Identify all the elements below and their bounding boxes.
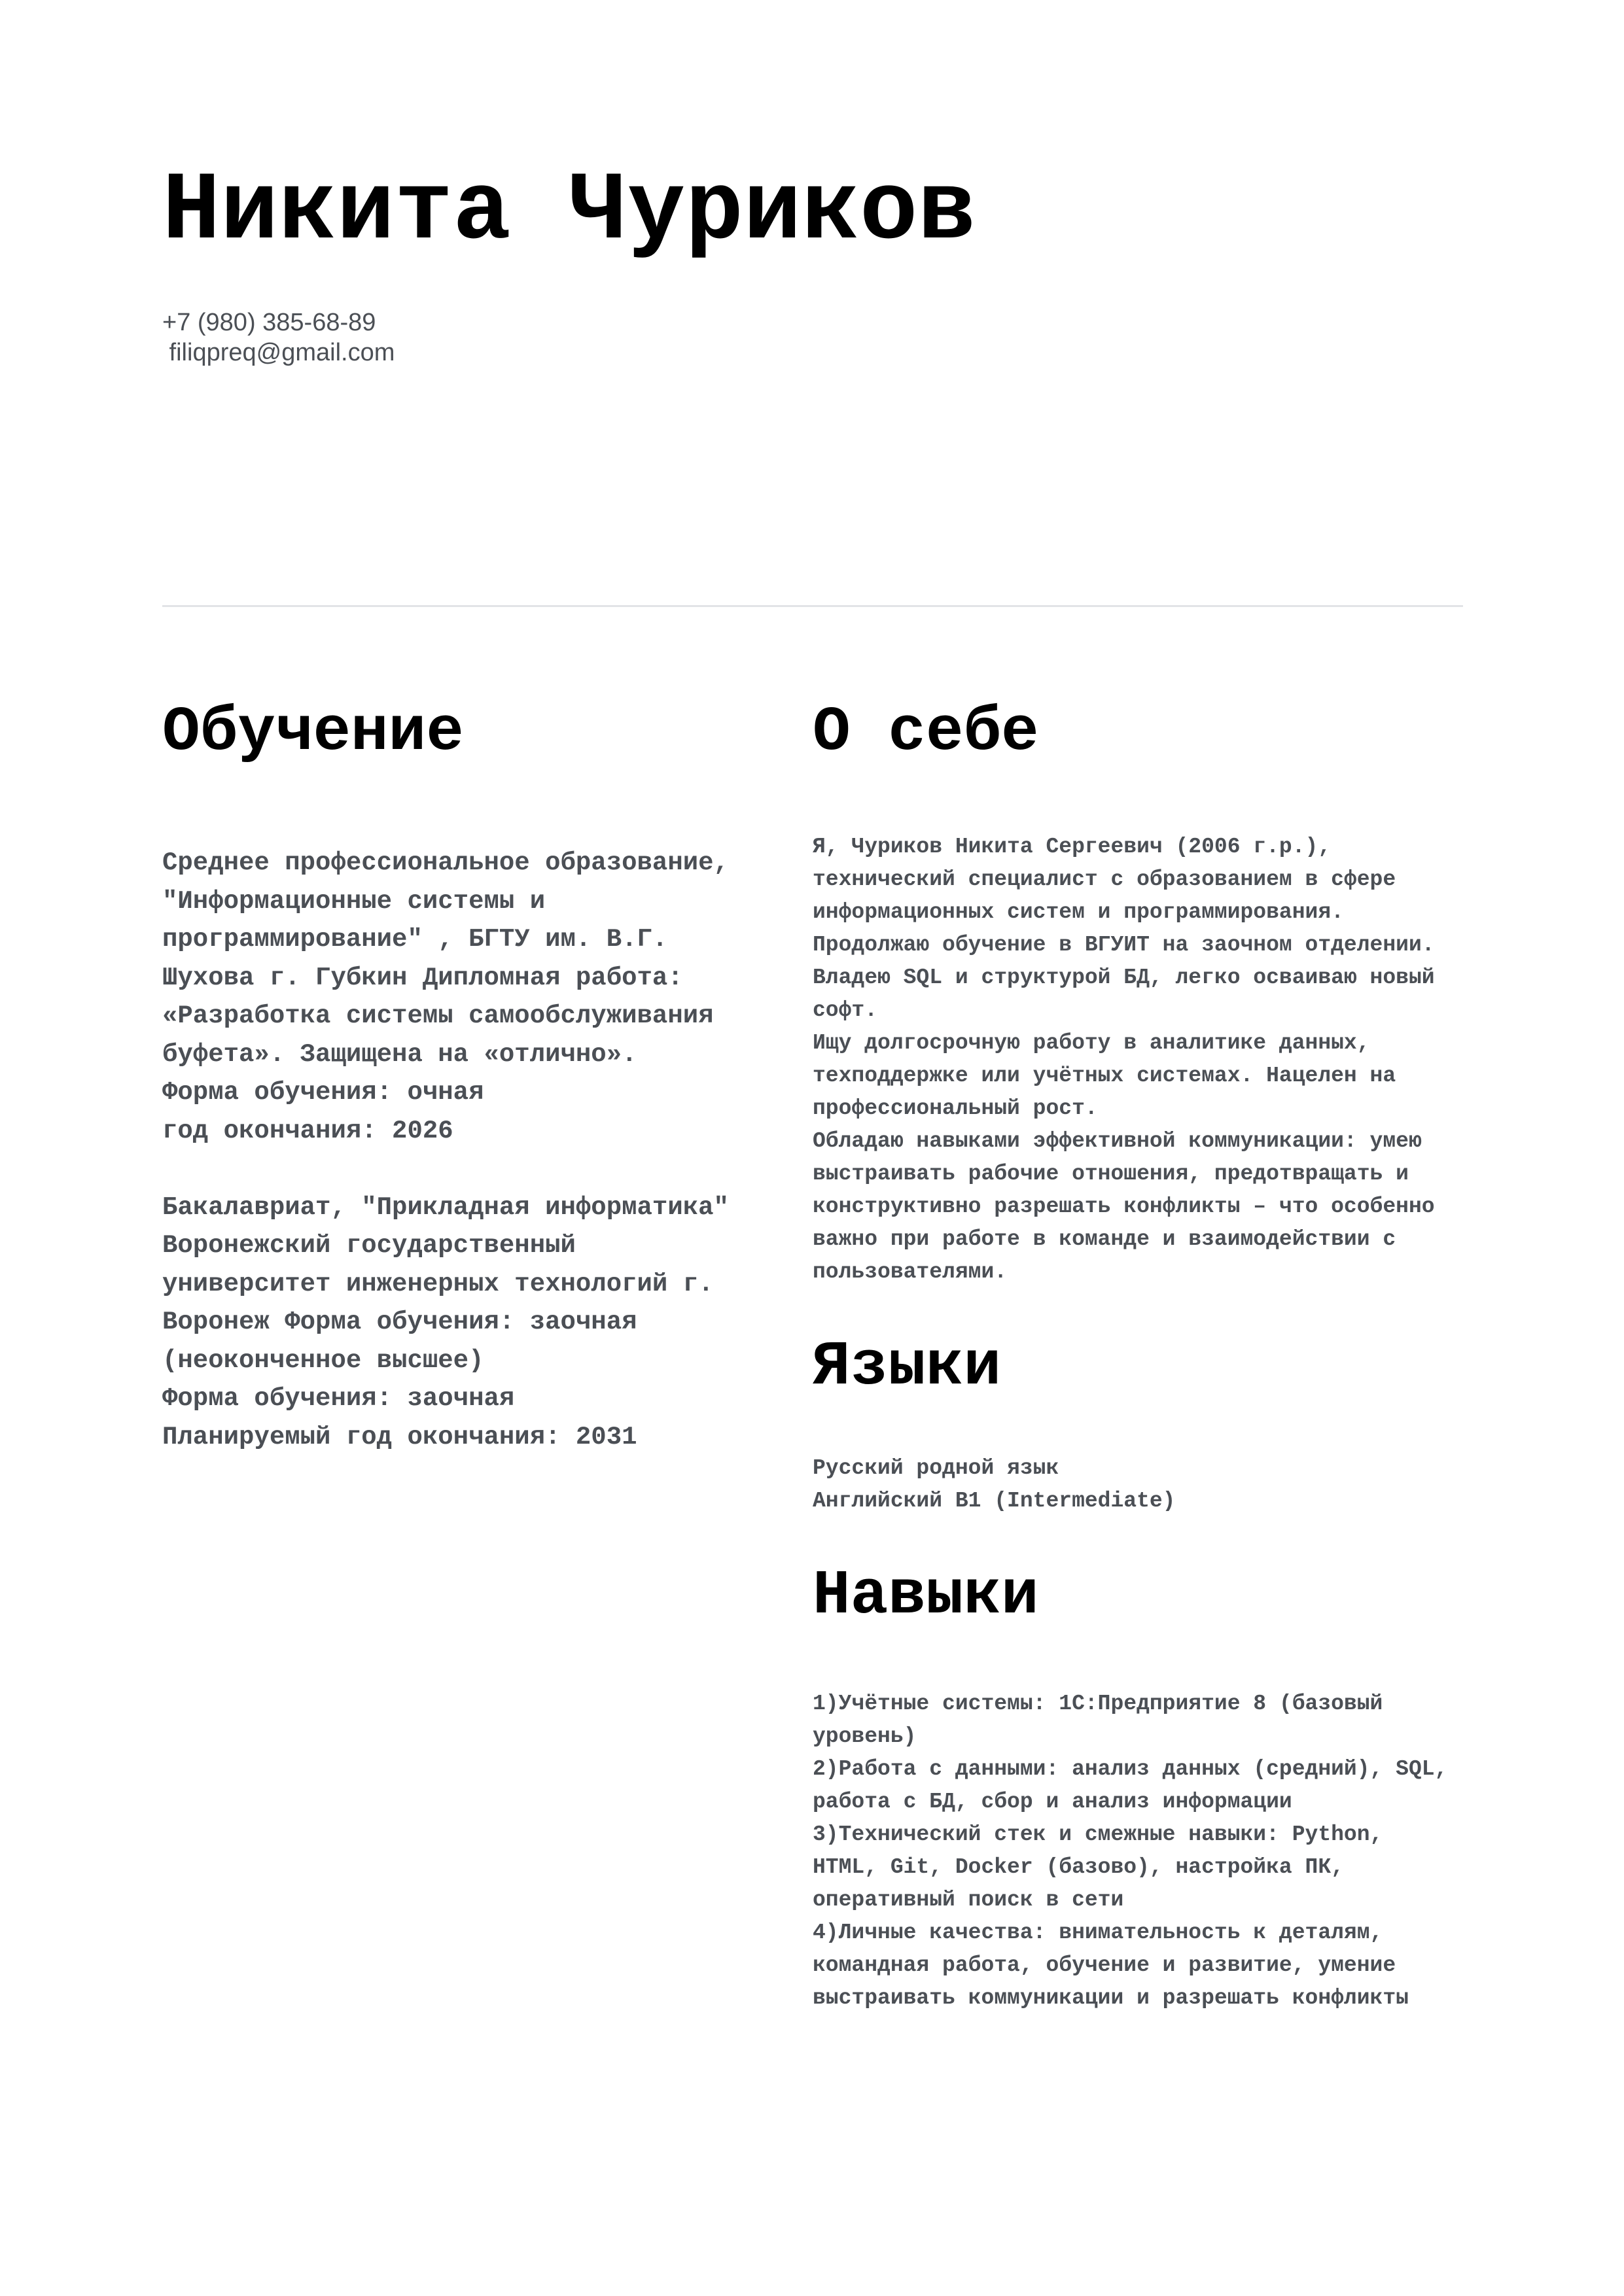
about-heading: О себе [813, 697, 1039, 768]
skills-heading: Навыки [813, 1560, 1039, 1631]
education-heading: Обучение [162, 697, 464, 768]
header-divider [162, 605, 1463, 607]
education-entry-university: Бакалавриат, "Прикладная информатика" Воронежский государственный университет инженерных технологий г. Воронеж Форма обучения: заочная (неоконченное высшее) Форма обучения: заочная Планируемый год окончания: 2031 [162, 1192, 729, 1452]
candidate-name: Никита Чуриков [162, 158, 976, 267]
contact-info [162, 307, 395, 368]
education-section [162, 693, 764, 1456]
languages-heading: Языки [813, 1331, 1002, 1402]
skills-text: 1)Учётные системы: 1С:Предприятие 8 (базовый уровень) 2)Работа с данными: анализ данных (средний), SQL, работа с БД, сбор и анализ информации 3)Технический стек и смежные навыки: Python, HTML, Git, Docker (базово), настройка ПК, оперативный поиск в сети 4)Личные качества: внимательность к деталям, командная работа, обучение и развитие, умение выстраивать коммуникации и разрешать конфликты [813, 1692, 1448, 2010]
languages-text: Русский родной язык Английский B1 (Intermediate) [813, 1456, 1176, 1513]
education-spacer [162, 1150, 764, 1189]
email-address: filiqpreq@gmail.com [162, 339, 395, 366]
education-entry-college: Среднее профессиональное образование, "Информационные системы и программирование" , БГТУ им. В.Г. Шухова г. Губкин Дипломная работа: «Разработка системы самообслуживания буфета». Защищена на «отлично». Форма обучения: очная год окончания: 2026 [162, 848, 729, 1145]
phone-number: +7 (980) 385-68-89 [162, 309, 376, 336]
right-column [813, 693, 1467, 2015]
about-text: Я, Чуриков Никита Сергеевич (2006 г.р.), технический специалист с образованием в сфере информационных систем и программирования. Продолжаю обучение в ВГУИТ на заочном отделении. Владею SQL и структурой БД, легко осваиваю новый софт. Ищу долгосрочную работу в аналитике данных, техподдержке или учётных системах. Нацелен на профессиональный рост. Обладаю навыками эффективной коммуникации: умею выстраивать рабочие отношения, предотвращать и конструктивно разрешать конфликты – что особенно важно при работе в команде и взаимодействии с пользователями. [813, 835, 1435, 1284]
education-text [162, 844, 764, 1456]
